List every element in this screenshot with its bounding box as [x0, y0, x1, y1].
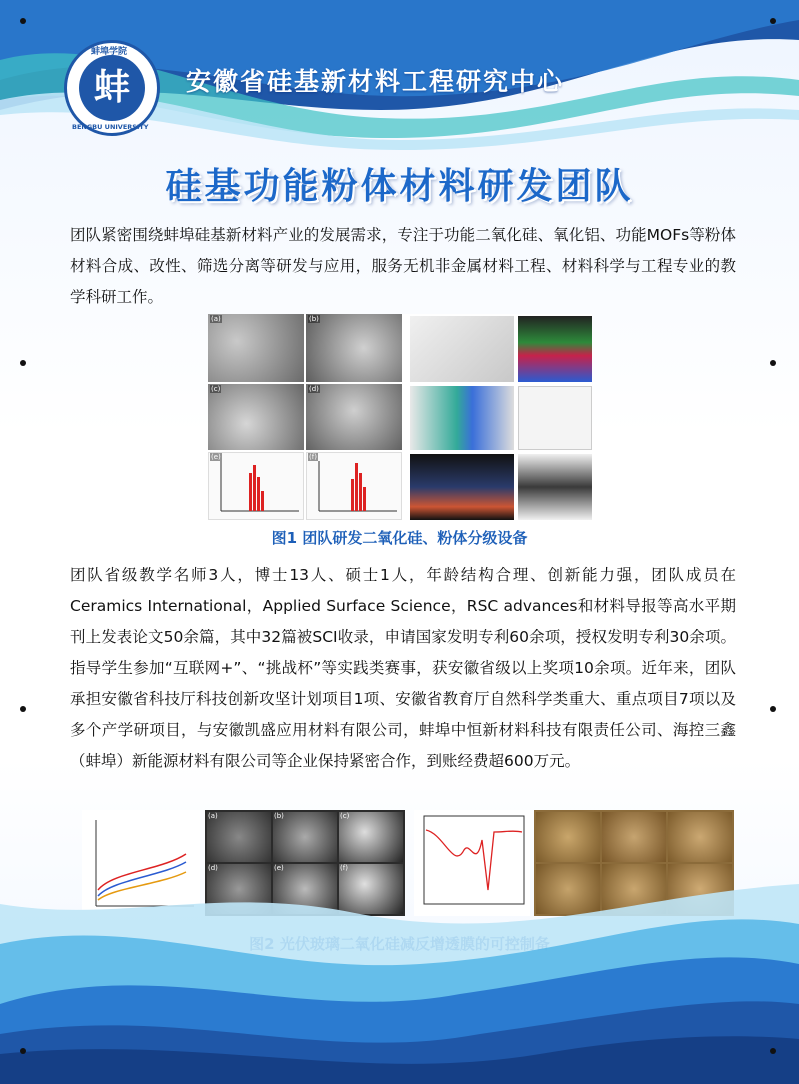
panel-label: (f) [309, 453, 317, 461]
panel-label: (f) [340, 864, 348, 872]
equipment-schematic [410, 454, 514, 520]
sem-image [306, 384, 402, 450]
panel-label: (d) [208, 864, 218, 872]
equipment-cross-section [518, 316, 592, 382]
registration-dot [770, 360, 776, 366]
micrograph [602, 812, 666, 862]
sem-image [208, 314, 304, 382]
panel-label: (a) [208, 812, 218, 820]
histogram-graphic [307, 453, 401, 519]
equipment-photo [518, 454, 592, 520]
page-title: 硅基功能粉体材料研发团队 [165, 166, 634, 207]
sem-image [208, 384, 304, 450]
logo-latin-text: BENGBU UNIVERSITY [72, 123, 149, 131]
logo-arc-text: 蚌埠学院 [91, 47, 128, 57]
equipment-exploded-view [410, 386, 514, 450]
equipment-render [410, 316, 514, 382]
university-logo [64, 40, 160, 136]
panel-label: (a) [211, 315, 221, 323]
registration-dot [770, 706, 776, 712]
panel-label: (c) [211, 385, 221, 393]
micrograph [536, 812, 600, 862]
intro-paragraph: 团队紧密围绕蚌埠硅基新材料产业的发展需求，专注于功能二氧化硅、氧化铝、功能MOFs等粉体材料合成、改性、筛选分离等研发与应用，服务无机非金属材料工程、材料科学与工程专业的教学科研工作。 [70, 226, 736, 306]
panel-label: (d) [309, 385, 319, 393]
size-distribution-plot [208, 452, 304, 520]
figure1-caption: 图1 团队研发二氧化硅、粉体分级设备 [271, 529, 528, 547]
team-paragraph: 团队省级教学名师3人，博士13人、硕士1人，年龄结构合理、创新能力强，团队成员在Ceramics International，Applied Surface Science，RSC advances和材料导报等高水平期刊上发表论文50余篇，其中32篇被SCI收录，申请国家发明专利60余项，授权发明专利30余项。指导学生参加“互联网+”、“挑战杯”等实践类赛事，获安徽省级以上奖项10余项。近年来，团队承担安徽省科技厅科技创新攻坚计划项目1项、安徽省教育厅自然科学类重大、重点项目7项以及多个产学研项目，与安徽凯盛应用材料有限公司，蚌埠中恒新材料科技有限责任公司、海控三鑫（蚌埠）新能源材料有限公司等企业保持紧密合作，到账经费超600万元。 [70, 566, 736, 770]
histogram-graphic [209, 453, 303, 519]
registration-dot [770, 1048, 776, 1054]
registration-dot [20, 18, 26, 24]
panel-label: (e) [274, 864, 284, 872]
registration-dot [770, 18, 776, 24]
institution-title: 安徽省硅基新材料工程研究中心 [186, 67, 565, 96]
figure1-image [208, 314, 592, 520]
registration-dot [20, 360, 26, 366]
equipment-drawing [518, 386, 592, 450]
footer-wave-decoration [0, 884, 799, 1084]
registration-dot [20, 706, 26, 712]
size-distribution-plot [306, 452, 402, 520]
registration-dot [20, 1048, 26, 1054]
logo-mark: 蚌 [79, 55, 145, 121]
panel-label: (b) [309, 315, 319, 323]
sem-image [306, 314, 402, 382]
panel-label: (b) [274, 812, 284, 820]
panel-label: (c) [340, 812, 350, 820]
panel-label: (e) [211, 453, 221, 461]
micrograph [668, 812, 732, 862]
